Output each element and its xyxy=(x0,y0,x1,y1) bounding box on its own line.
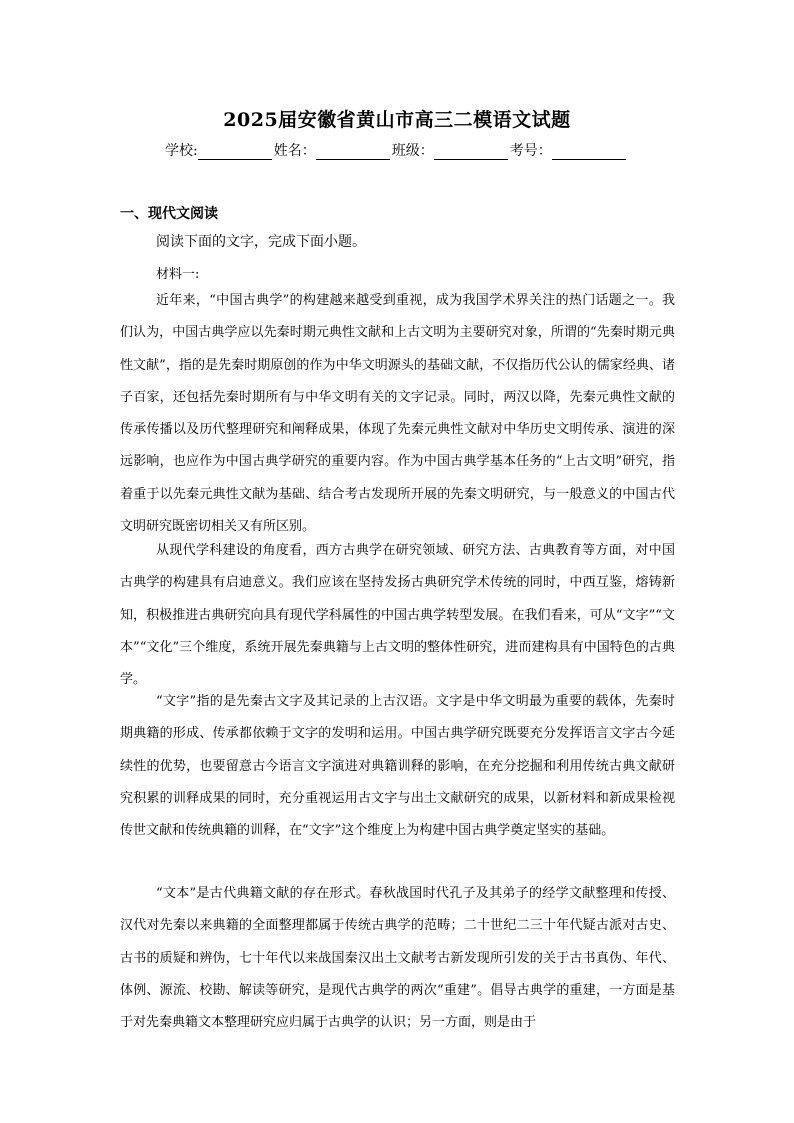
name-label: 姓名： xyxy=(273,143,316,159)
paragraph: “文本”是古代典籍文献的存在形式。春秋战国时代孔子及其弟子的经学文献整理和传授、汉代对先秦以来典籍的全面整理都属于传统古典学的范畴；二十世纪二三十年代疑古派对古史、古书的质疑和辨伪，七十年代以来战国秦汉出土文献考古新发现所引发的关于古书真伪、年代、体例、源流、校勘、解读等研究，是现代古典学的两次“重建”。倡导古典学的重建，一方面是基于对先秦典籍文本整理研究应归属于古典学的认识；另一方面，则是由于 xyxy=(120,886,675,1031)
class-blank[interactable] xyxy=(434,144,508,160)
exam-title: 2025届安徽省黄山市高三二模语文试题 xyxy=(223,109,571,131)
school-blank[interactable] xyxy=(198,144,272,160)
student-info-line xyxy=(165,140,628,160)
paragraph: “文字”指的是先秦古文字及其记录的上古汉语。文字是中华文明最为重要的载体，先秦时期典籍的形成、传承都依赖于文字的发明和运用。中国古典学研究既要充分发挥语言文字古今延续性的优势，也要留意古今语言文字演进对典籍训释的影响，在充分挖掘和利用传统古典文献研究积累的训释成果的同时，充分重视运用古文字与出土文献研究的成果，以新材料和新成果检视传世文献和传统典籍的训释，在“文字”这个维度上为构建中国古典学奠定坚实的基础。 xyxy=(120,694,675,839)
exam-no-blank[interactable] xyxy=(552,144,626,160)
section-heading: 一、现代文阅读 xyxy=(120,206,218,222)
name-blank[interactable] xyxy=(316,144,390,160)
material-label: 材料一: xyxy=(156,267,200,282)
paragraph: 从现代学科建设的角度看，西方古典学在研究领域、研究方法、古典教育等方面，对中国古典学的构建具有启迪意义。我们应该在坚持发扬古典研究学术传统的同时，中西互鉴，熔铸新知，积极推进古典研究向具有现代学科属性的中国古典学转型发展。在我们看来，可从“文字”“文本”“文化”三个维度，系统开展先秦典籍与上古文明的整体性研究，进而建构具有中国特色的古典学。 xyxy=(120,543,675,688)
paragraph: 近年来，“中国古典学”的构建越来越受到重视，成为我国学术界关注的热门话题之一。我们认为，中国古典学应以先秦时期元典性文献和上古文明为主要研究对象，所谓的“先秦时期元典性文献”，指的是先秦时期原创的作为中华文明源头的基础文献，不仅指历代公认的儒家经典、诸子百家，还包括先秦时期所有与中华文明有关的文字记录。同时，两汉以降，先秦元典性文献的传承传播以及历代整理研究和阐释成果，体现了先秦元典性文献对中华历史文明传承、演进的深远影响，也应作为中国古典学研究的重要内容。作为中国古典学基本任务的“上古文明”研究，指着重于以先秦元典性文献为基础、结合考古发现所开展的先秦文明研究，与一般意义的中国古代文明研究既密切相关又有所区别。 xyxy=(120,293,675,535)
school-label: 学校: xyxy=(165,143,198,159)
reading-instruction: 阅读下面的文字，完成下面小题。 xyxy=(156,234,366,250)
class-label: 班级： xyxy=(391,143,434,159)
exam-no-label: 考号： xyxy=(509,143,552,159)
